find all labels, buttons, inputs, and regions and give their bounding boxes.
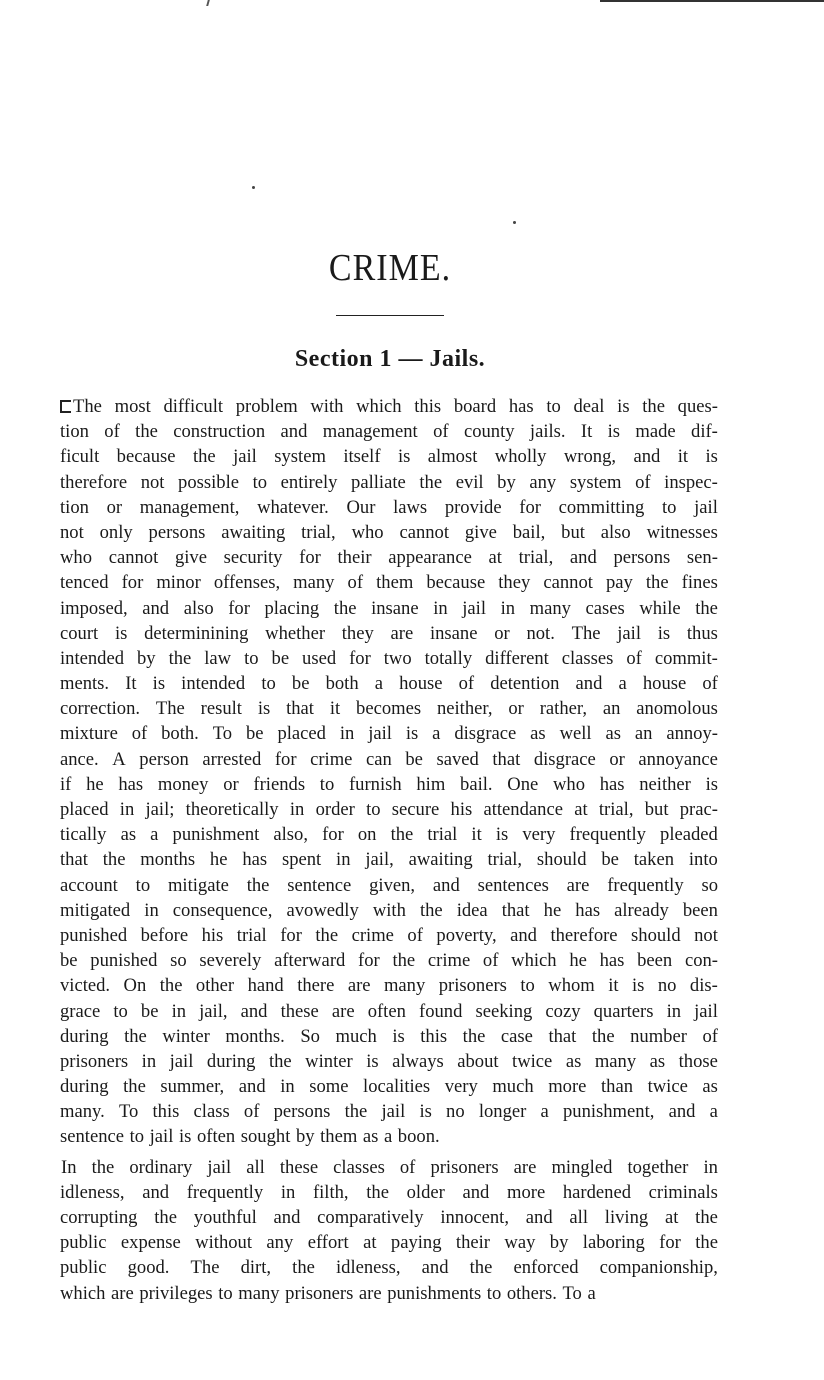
text-line: be punished so severely afterward for the crime of which he has been con- [60,950,718,972]
text-line: tically as a punishment also, for on the trial it is very frequently pleaded [60,824,718,846]
text-line: punished before his trial for the crime of poverty, and therefore should not [60,924,718,946]
text-line: during the winter months. So much is this the case that the number of [60,1025,718,1047]
section-heading: Section 1 — Jails. [294,346,486,372]
text-line: which are privileges to many prisoners are punishments to others. To a [60,1282,596,1304]
text-line: tion of the construction and management of county jails. It is made dif- [60,421,718,443]
top-edge-rule [600,0,824,2]
text-line: mixture of both. To be placed in jail is a disgrace as well as an annoy- [60,723,718,745]
title-divider [336,315,444,316]
text-line: tenced for minor offenses, many of them because they cannot pay the fines [60,572,718,594]
text-line: imposed, and also for placing the insane in jail in many cases while the [60,597,718,619]
text-line: idleness, and frequently in filth, the older and more hardened criminals [60,1181,718,1203]
text-line: during the summer, and in some localities very much more than twice as [60,1076,718,1098]
paragraph-mark-icon [60,400,71,413]
text-line: court is determinining whether they are insane or not. The jail is thus [60,622,718,644]
text-line: placed in jail; theoretically in order to secure his attendance at trial, but prac- [60,799,718,820]
text-line: therefore not possible to entirely palliate the evil by any system of inspec- [60,471,718,493]
text-line: sentence to jail is often sought by them as a boon. [60,1126,440,1148]
ink-speck [252,186,255,189]
paragraph [60,1155,718,1306]
margin-mark [206,0,210,6]
text-line: if he has money or friends to furnish him bail. One who has neither is [60,773,718,795]
page-title: CRIME. [328,247,452,290]
body-text [60,394,718,1306]
text-line: tion or management, whatever. Our laws provide for committing to jail [60,496,718,518]
text-line: intended by the law to be used for two totally different classes of commit- [60,647,718,669]
text-line: who cannot give security for their appearance at trial, and persons sen- [60,547,718,569]
text-line: ficult because the jail system itself is almost wholly wrong, and it is [60,446,718,468]
text-line: prisoners in jail during the winter is always about twice as many as those [60,1050,718,1072]
text-line: account to mitigate the sentence given, and sentences are frequently so [60,874,718,896]
text-line: grace to be in jail, and these are often found seeking cozy quarters in jail [60,1000,718,1022]
paragraph [60,394,718,1150]
text-line: correction. The result is that it becomes neither, or rather, an anomolous [60,698,718,720]
text-line: In the ordinary jail all these classes of prisoners are mingled together in [61,1156,718,1178]
text-line: that the months he has spent in jail, awaiting trial, should be taken into [60,849,718,871]
text-line: ance. A person arrested for crime can be saved that disgrace or annoyance [60,748,718,770]
text-line: victed. On the other hand there are many prisoners to whom it is no dis- [60,975,718,997]
text-line: ments. It is intended to be both a house of detention and a house of [60,673,718,695]
ink-speck [513,221,516,224]
text-line: public expense without any effort at paying their way by laboring for the [60,1232,718,1254]
text-line: not only persons awaiting trial, who cannot give bail, but also witnesses [60,521,718,543]
text-line: public good. The dirt, the idleness, and the enforced companionship, [60,1257,718,1279]
text-line: many. To this class of persons the jail is no longer a punishment, and a [60,1101,718,1123]
text-line: corrupting the youthful and comparatively innocent, and all living at the [60,1207,718,1228]
text-line: The most difficult problem with which this board has to deal is the ques- [60,394,718,419]
text-line: mitigated in consequence, avowedly with the idea that he has already been [60,899,718,921]
